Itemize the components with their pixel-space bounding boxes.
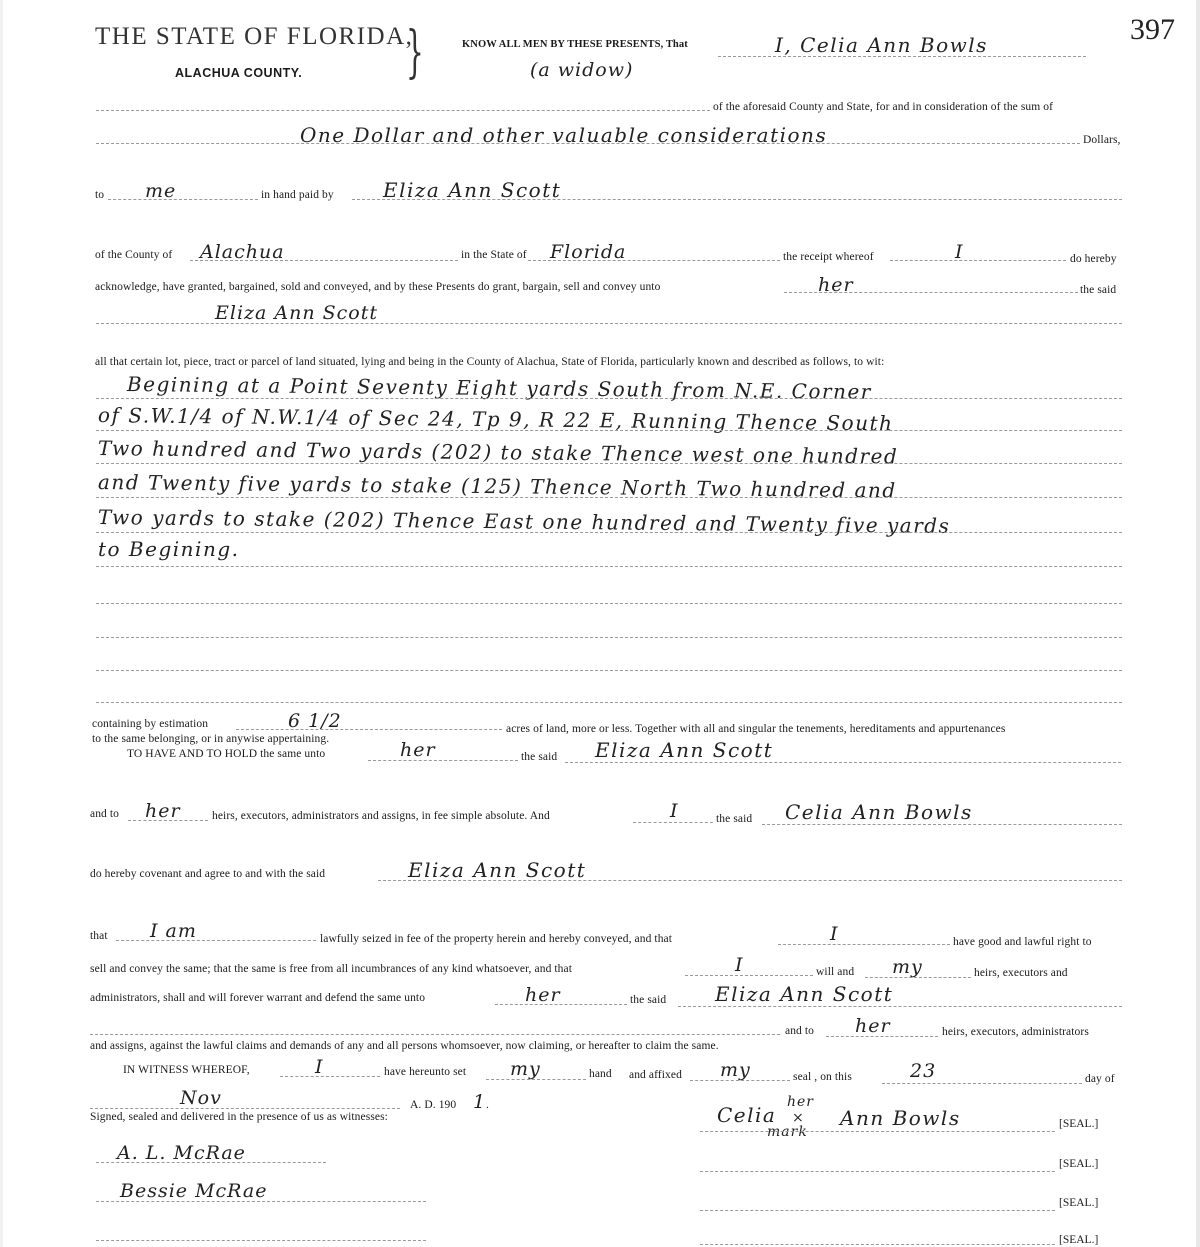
heirs-administrators-text: heirs, executors, administrators: [942, 1026, 1089, 1038]
to-have-and-hold-label: TO HAVE AND TO HOLD the same unto: [127, 748, 326, 760]
day-line: [882, 1083, 1082, 1084]
signature-x-mark: ×: [792, 1110, 805, 1126]
hold-grantee-line: [565, 762, 1121, 763]
witness-1-line: [96, 1162, 326, 1163]
day-handwriting: 23: [910, 1060, 937, 1082]
consideration-text: of the aforesaid County and State, for and in consideration of the sum of: [713, 101, 1054, 113]
will-and-label: will and: [816, 966, 855, 978]
to-label: to: [95, 189, 105, 201]
warrant-unto-handwriting: her: [525, 984, 561, 1006]
to-handwriting: me: [145, 180, 177, 202]
signature-line-2: [700, 1171, 1055, 1172]
fee-simple-text: heirs, executors, administrators and assigns, in fee simple absolute. And: [212, 810, 550, 822]
ruled-line: [96, 532, 1122, 533]
warrant-unto-line: [495, 1004, 627, 1005]
grantee-handwriting: Eliza Ann Scott: [215, 302, 379, 324]
ruled-line: [96, 670, 1122, 671]
heirs-her-line: [826, 1036, 938, 1037]
covenant-grantee-handwriting: Eliza Ann Scott: [408, 858, 587, 882]
will-i-line: [685, 975, 813, 976]
ruled-line: [96, 398, 1122, 399]
hand-label: hand: [589, 1068, 612, 1080]
warrant-grantee-line: [678, 1006, 1122, 1007]
receipt-label: the receipt whereof: [783, 251, 874, 263]
seized-i-line: [778, 944, 950, 945]
witness-i-handwriting: I: [315, 1056, 324, 1078]
signature-first-name: Celia: [717, 1103, 777, 1127]
the-said-label: the said: [1080, 284, 1117, 296]
in-hand-paid-label: in hand paid by: [261, 189, 334, 201]
grantee-line: [96, 323, 1122, 324]
covenant-line: [378, 880, 1122, 881]
seal-on-this-label: seal , on this: [793, 1071, 852, 1083]
witness-1-handwriting: A. L. McRae: [117, 1142, 246, 1164]
receipt-line: [890, 260, 1066, 261]
witness-whereof-label: IN WITNESS WHEREOF,: [123, 1064, 250, 1076]
covenant-text: do hereby covenant and agree to and with the said: [90, 868, 326, 880]
i-am-handwriting: I am: [150, 920, 197, 942]
acres-text: acres of land, more or less. Together with all and singular the tenements, hereditaments and appurtenances: [506, 723, 1006, 735]
and-to-label: and to: [90, 808, 120, 820]
signature-last-name: Ann Bowls: [840, 1106, 961, 1130]
ruled-line: [96, 702, 1122, 703]
acres-line: [236, 729, 502, 730]
description-line-3: Two hundred and Two yards (202) to stake Thence west one hundred: [97, 436, 899, 469]
hand-my-line: [486, 1079, 586, 1080]
acknowledge-text: acknowledge, have granted, bargained, sold and conveyed, and by these Presents do grant, bargain, sell and convey unto: [95, 281, 661, 293]
appertaining-text: to the same belonging, or in anywise appertaining.: [92, 733, 330, 745]
state-heading: THE STATE OF FLORIDA,: [95, 23, 414, 50]
state-line: [528, 260, 780, 261]
seal-label-4: [SEAL.]: [1059, 1234, 1099, 1246]
hold-grantee-handwriting: Eliza Ann Scott: [595, 738, 774, 762]
warrant-text: administrators, shall and will forever warrant and defend the same unto: [90, 992, 426, 1004]
and-i-line: [633, 822, 713, 823]
containing-label: containing by estimation: [92, 718, 209, 730]
signature-mark-label: mark: [767, 1124, 808, 1140]
signature-her: her: [787, 1094, 814, 1110]
description-line-2: of S.W.1/4 of N.W.1/4 of Sec 24, Tp 9, R 22 E, Running Thence South: [97, 403, 894, 436]
warrant-the-said-label: the said: [630, 994, 667, 1006]
description-line-5: Two yards to stake (202) Thence East one hundred and Twenty five yards: [97, 505, 951, 538]
of-county-label: of the County of: [95, 249, 173, 261]
hold-the-said-label: the said: [521, 751, 558, 763]
ruled-line: [96, 603, 1122, 604]
page-number: 397: [1130, 13, 1175, 46]
brace-icon: }: [406, 20, 424, 85]
in-state-label: in the State of: [461, 249, 527, 261]
blank-line: [90, 1034, 780, 1035]
day-of-label: day of: [1085, 1073, 1115, 1085]
acres-handwriting: 6 1/2: [288, 710, 342, 732]
description-line-4: and Twenty five yards to stake (125) Thence North Two hundred and: [97, 470, 897, 503]
county-handwriting: Alachua: [200, 241, 285, 263]
and-to-handwriting: her: [145, 800, 181, 822]
state-handwriting: Florida: [550, 241, 627, 263]
grantor-handwriting: I, Celia Ann Bowls: [775, 33, 988, 57]
signature-line-4: [700, 1244, 1055, 1245]
signed-sealed-text: Signed, sealed and delivered in the presence of us as witnesses:: [90, 1111, 388, 1123]
hold-unto-line: [368, 760, 518, 761]
month-line: [90, 1108, 400, 1109]
seal-my-line: [690, 1080, 790, 1081]
year-handwriting: 1: [473, 1091, 487, 1113]
grantor-name-line: [762, 824, 1122, 825]
ruled-line: [96, 430, 1122, 431]
payer-line: [352, 199, 1122, 200]
signature-line: [700, 1131, 1055, 1132]
my-line: [865, 977, 971, 978]
and-affixed-label: and affixed: [629, 1069, 682, 1081]
lawful-claims-text: and assigns, against the lawful claims and demands of any and all persons whomsoever, now claiming, or hereafter to claim the same.: [90, 1040, 719, 1052]
consideration-line: [96, 143, 1080, 144]
page-edge-right: [1196, 0, 1200, 1247]
do-hereby-label: do hereby: [1070, 253, 1117, 265]
will-i-handwriting: I: [735, 954, 744, 976]
to-line: [108, 199, 258, 200]
month-handwriting: Nov: [180, 1087, 222, 1109]
and-to-line: [128, 820, 208, 821]
description-line-6: to Begining.: [98, 537, 240, 561]
dollars-label: Dollars,: [1083, 134, 1121, 146]
know-all-text: KNOW ALL MEN BY THESE PRESENTS, That: [462, 39, 688, 50]
widow-handwriting: (a widow): [530, 59, 634, 81]
land-description-intro: all that certain lot, piece, tract or parcel of land situated, lying and being in the County of Alachua, State of Florida, particularly known and described as follows, to wit:: [95, 356, 885, 368]
ruled-line: [96, 637, 1122, 638]
county-heading: ALACHUA COUNTY.: [175, 66, 303, 80]
ruled-line: [96, 463, 1122, 464]
incumbrances-text: sell and convey the same; that the same is free from all incumbrances of any kind whatsoever, and that: [90, 963, 573, 975]
heirs-executors-text: heirs, executors and: [974, 967, 1068, 979]
that-label: that: [90, 930, 108, 942]
hereunto-set-label: have hereunto set: [384, 1066, 467, 1078]
my-handwriting: my: [892, 956, 923, 978]
blank-line: [96, 110, 710, 111]
witness-2-handwriting: Bessie McRae: [120, 1180, 268, 1202]
seized-i-handwriting: I: [830, 923, 839, 945]
grantor-the-said-label: the said: [716, 813, 753, 825]
seal-label-3: [SEAL.]: [1059, 1197, 1099, 1209]
grantor-line: [718, 56, 1086, 57]
witness-i-line: [280, 1076, 380, 1077]
seal-label-2: [SEAL.]: [1059, 1158, 1099, 1170]
witness-3-line: [96, 1240, 426, 1241]
hold-unto-handwriting: her: [400, 739, 436, 761]
page-edge-left: [0, 0, 3, 1247]
signature-line-3: [700, 1210, 1055, 1211]
county-line: [190, 260, 458, 261]
grantor-name-handwriting: Celia Ann Bowls: [785, 800, 973, 824]
consideration-handwriting: One Dollar and other valuable considerations: [300, 123, 828, 147]
i-am-line: [116, 940, 316, 941]
convey-unto-line: [784, 292, 1078, 293]
anno-domini-label: A. D. 190: [410, 1099, 457, 1111]
heirs-her-handwriting: her: [855, 1015, 891, 1037]
payer-handwriting: Eliza Ann Scott: [383, 178, 562, 202]
warrant-grantee-handwriting: Eliza Ann Scott: [715, 982, 894, 1006]
seized-text: lawfully seized in fee of the property herein and hereby conveyed, and that: [320, 933, 673, 945]
ruled-line: [96, 566, 1122, 567]
receipt-handwriting: I: [955, 241, 964, 263]
convey-unto-handwriting: her: [818, 274, 854, 296]
and-to-heirs-label: and to: [785, 1025, 815, 1037]
description-line-1: Begining at a Point Seventy Eight yards South from N.E. Corner: [126, 372, 872, 404]
and-i-handwriting: I: [670, 800, 679, 822]
ruled-line: [96, 497, 1122, 498]
year-period: .: [486, 1099, 489, 1111]
right-to-text: have good and lawful right to: [953, 936, 1092, 948]
witness-2-line: [96, 1201, 426, 1202]
hand-my-handwriting: my: [510, 1058, 541, 1080]
seal-label-1: [SEAL.]: [1059, 1118, 1099, 1130]
seal-my-handwriting: my: [720, 1059, 751, 1081]
